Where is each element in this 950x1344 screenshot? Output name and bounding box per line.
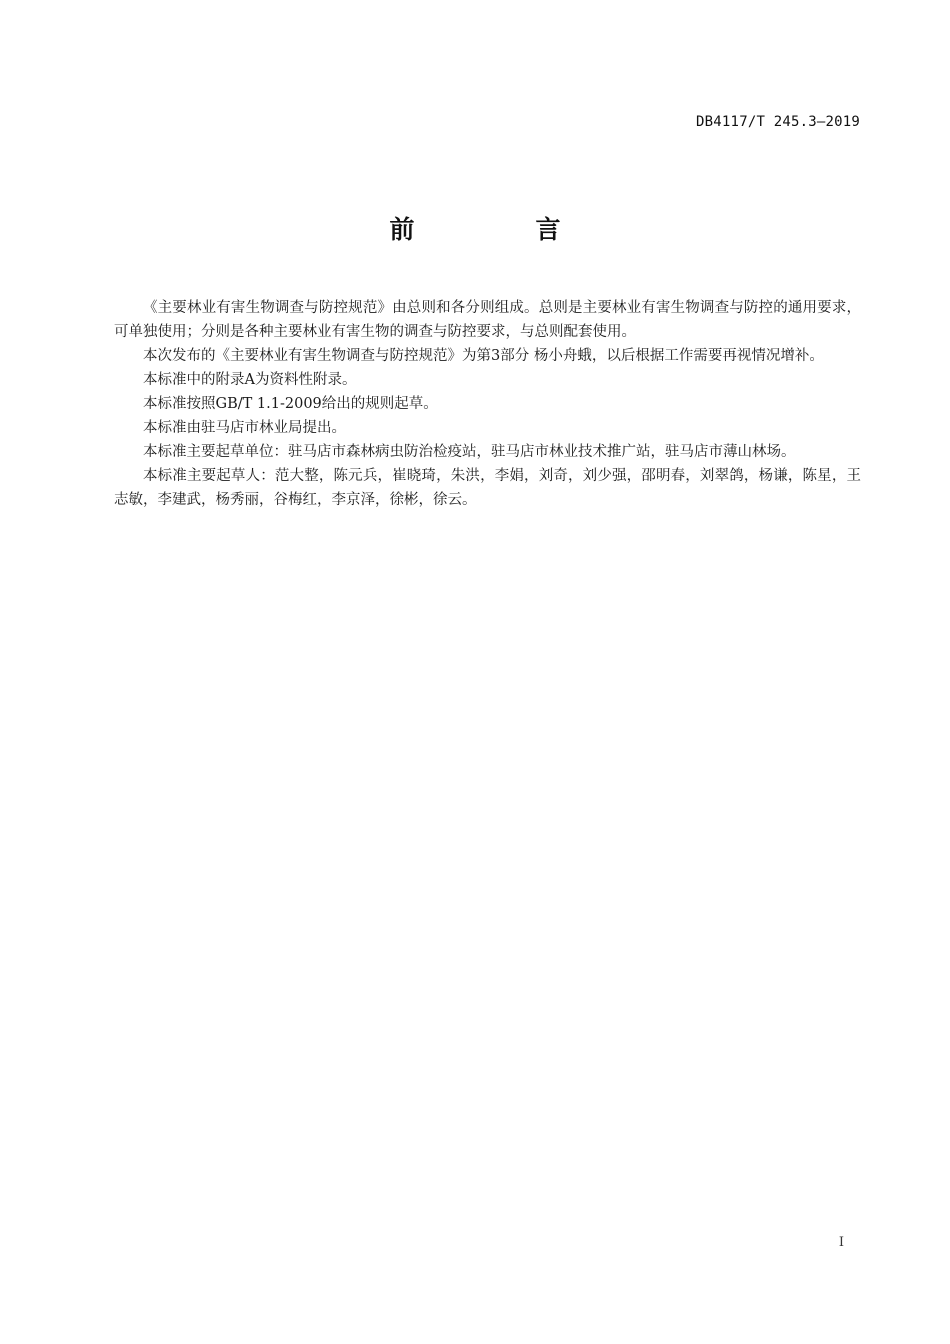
paragraph-proposer: 本标准由驻马店市林业局提出。 xyxy=(143,420,346,436)
paragraph-appendix: 本标准中的附录A为资料性附录。 xyxy=(143,372,357,388)
page-number: I xyxy=(838,1235,844,1250)
paragraph-drafters: 本标准主要起草人：范大整，陈元兵，崔晓琦，朱洪，李娟，刘奇，刘少强，邵明春，刘翠鸽，杨谦，陈星，王志敏，李建武，杨秀丽，谷梅红，李京泽，徐彬，徐云。 xyxy=(114,468,861,508)
paragraph-drafting-units: 本标准主要起草单位：驻马店市森林病虫防治检疫站，驻马店市林业技术推广站，驻马店市薄山林场。 xyxy=(143,444,796,460)
foreword-body xyxy=(114,296,861,512)
paragraph-drafting-rules: 本标准按照GB/T 1.1-2009给出的规则起草。 xyxy=(143,396,438,412)
page-title: 前 言 xyxy=(389,215,609,244)
paragraph-release: 本次发布的《主要林业有害生物调查与防控规范》为第3部分 杨小舟蛾，以后根据工作需要再视情况增补。 xyxy=(143,348,824,364)
paragraph-structure: 《主要林业有害生物调查与防控规范》由总则和各分则组成。总则是主要林业有害生物调查与防控的通用要求，可单独使用；分则是各种主要林业有害生物的调查与防控要求，与总则配套使用。 xyxy=(114,300,861,340)
standard-code: DB4117/T 245.3—2019 xyxy=(696,114,860,130)
